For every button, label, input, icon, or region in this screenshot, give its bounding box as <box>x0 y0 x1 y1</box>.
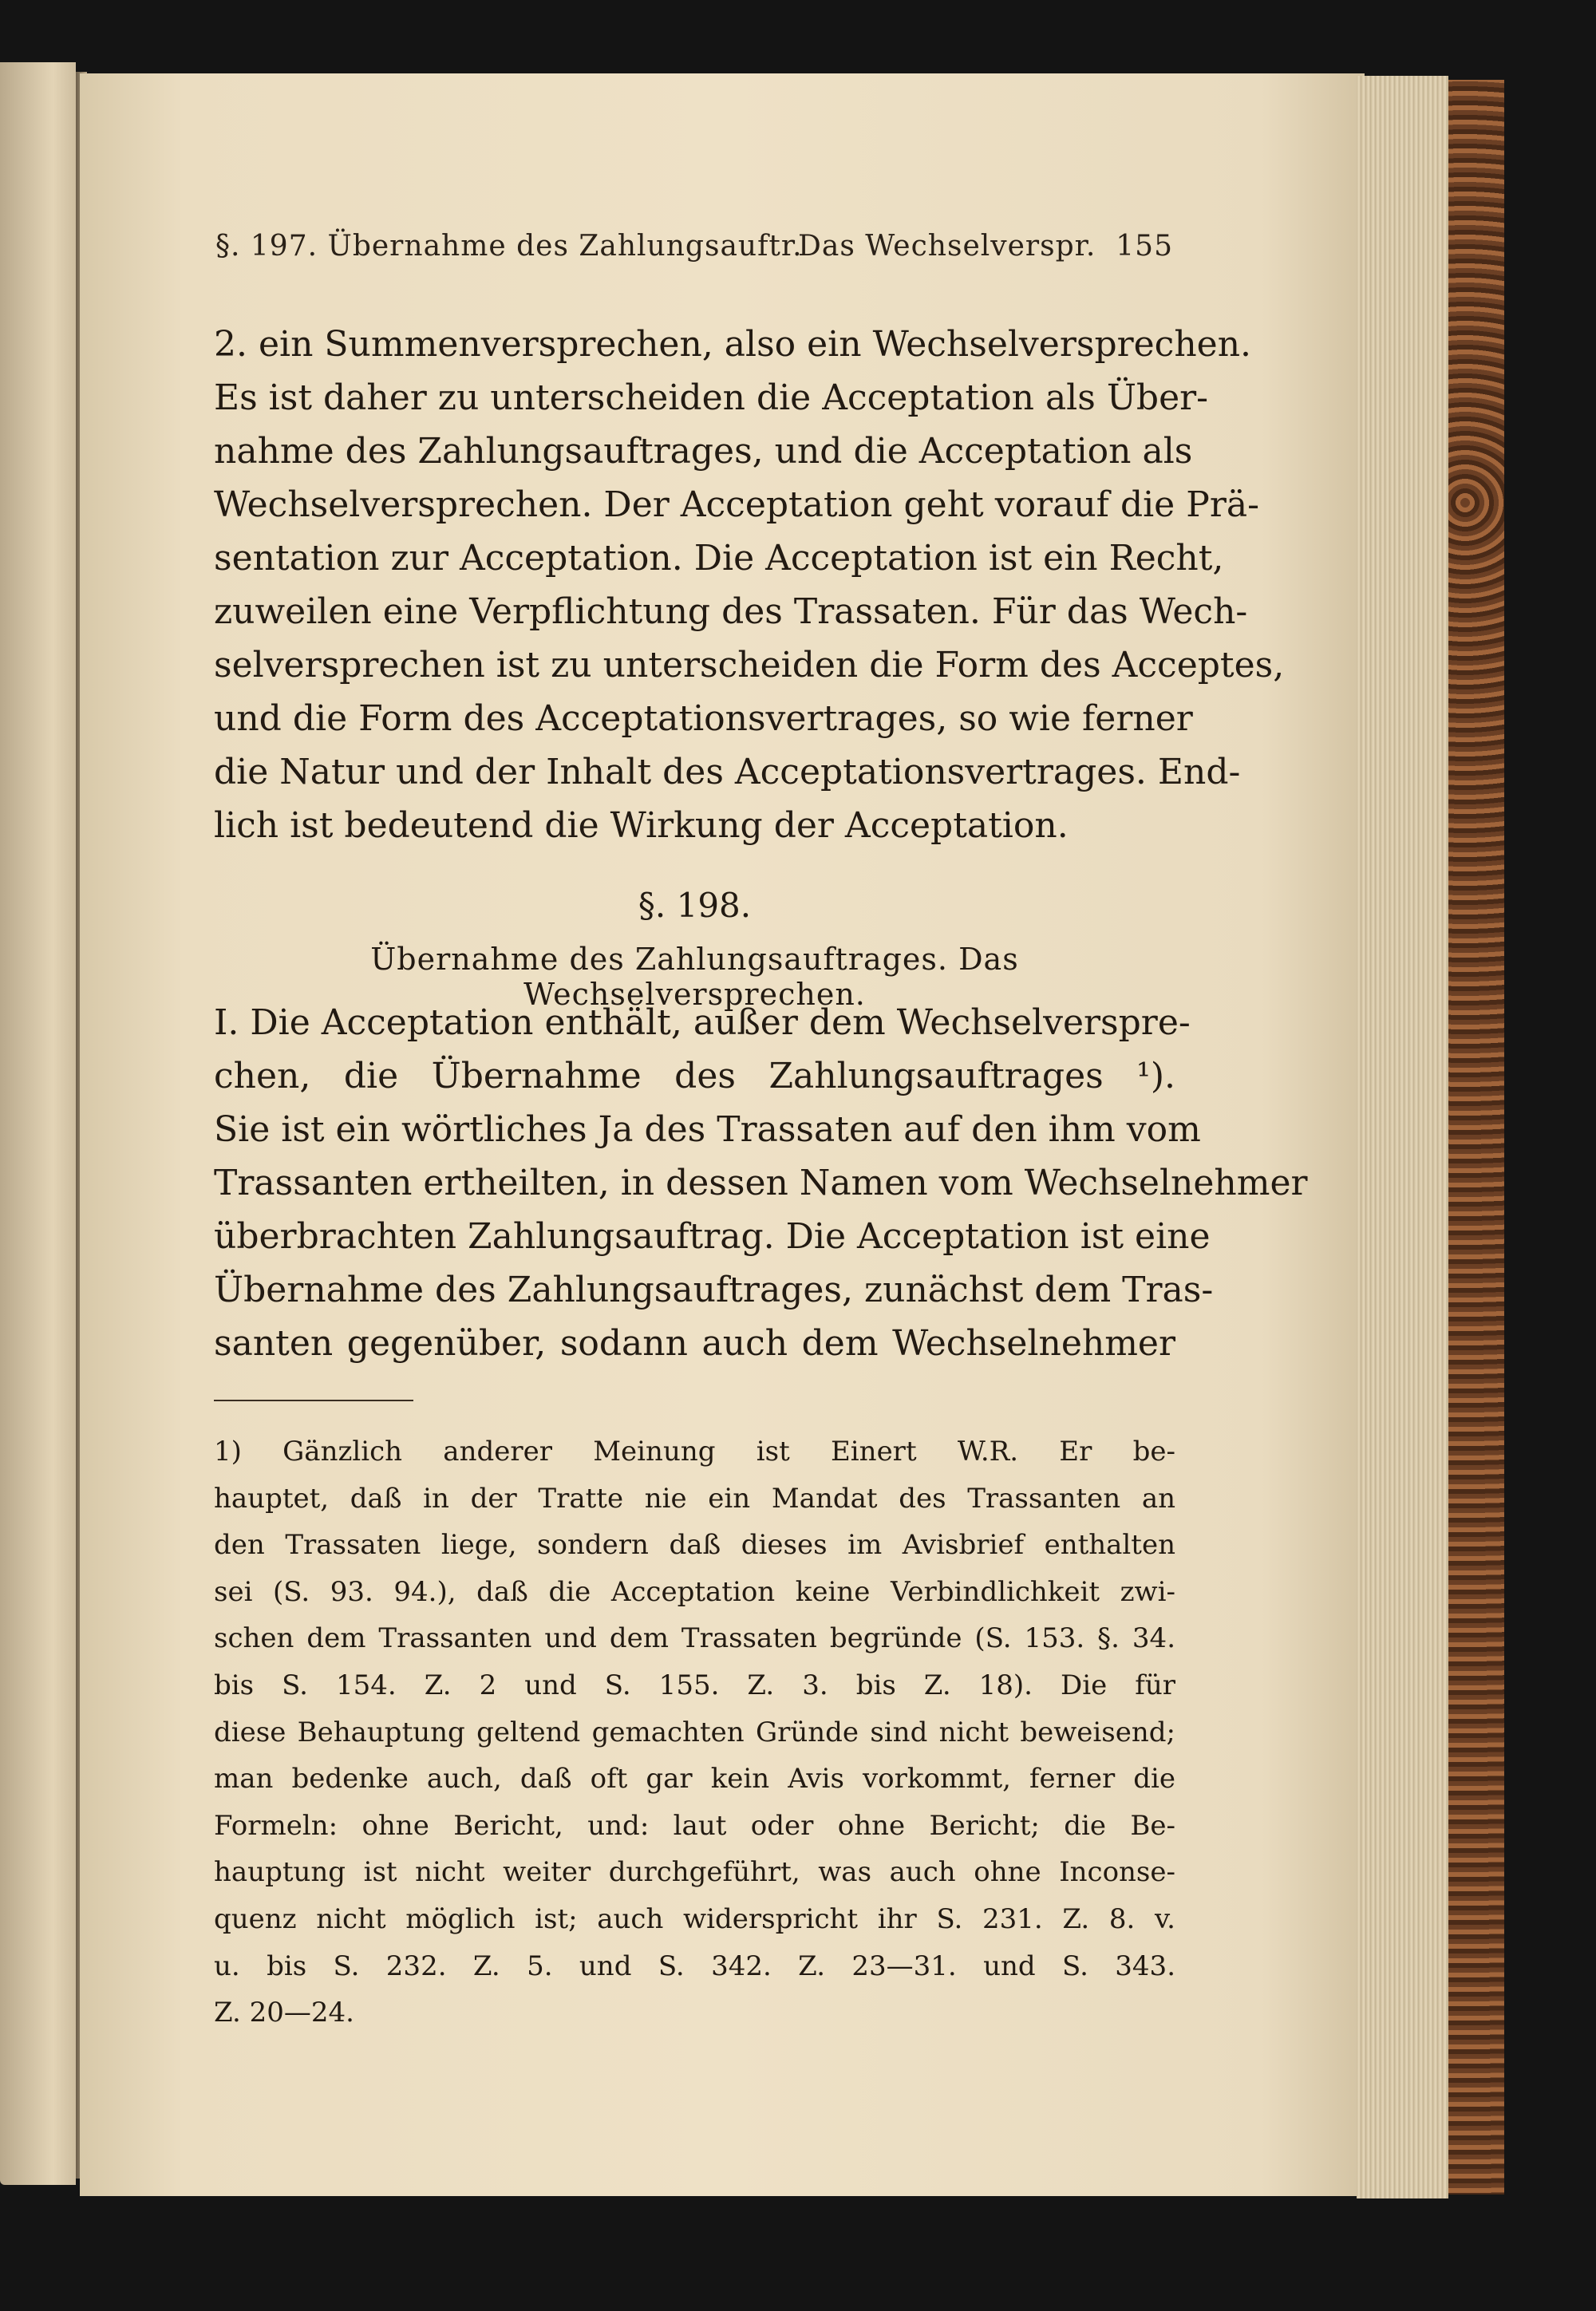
text-line: 2. ein Summenversprechen, also ein Wechselversprechen. <box>214 324 1252 365</box>
text-line: überbrachten Zahlungsauftrag. Die Acceptation ist eine <box>214 1216 1211 1257</box>
text-line: selversprechen ist zu unterscheiden die Form des Acceptes, <box>214 645 1285 685</box>
text-line: Sie ist ein wörtliches Ja des Trassaten auf den ihm vom <box>214 1109 1201 1150</box>
paragraph-continuation <box>214 318 1285 852</box>
footnote-line: man bedenke auch, daß oft gar kein Avis vorkommt, ferner die <box>214 1763 1175 1795</box>
text-line: Trassanten ertheilten, in dessen Namen vom Wechselnehmer <box>214 1163 1308 1203</box>
footnote-line: bis S. 154. Z. 2 und S. 155. Z. 3. bis Z. 18). Die für <box>214 1669 1175 1701</box>
running-head <box>215 230 1173 271</box>
running-head-left: §. 197. Übernahme des Zahlungsauftr. <box>215 230 803 263</box>
footnote-line: schen dem Trassanten und dem Trassaten begründe (S. 153. §. 34. <box>214 1622 1175 1655</box>
footnote-line: den Trassaten liege, sondern daß dieses im Avisbrief enthalten <box>214 1529 1175 1562</box>
footnote-line: Z. 20—24. <box>214 1997 354 2029</box>
footnote-line: sei (S. 93. 94.), daß die Acceptation keine Verbindlichkeit zwi- <box>214 1575 1175 1608</box>
paragraph-section-198 <box>214 996 1308 1370</box>
text-line: die Natur und der Inhalt des Acceptationsvertrages. End- <box>214 752 1241 792</box>
section-number: §. 198. <box>638 886 752 925</box>
page-number: 155 <box>1116 230 1173 263</box>
text-line: Es ist daher zu unterscheiden die Acceptation als Über- <box>214 377 1209 418</box>
text-line: nahme des Zahlungsauftrages, und die Acceptation als <box>214 431 1193 472</box>
text-line: und die Form des Acceptationsvertrages, so wie ferner <box>214 698 1193 739</box>
facing-page-edge <box>0 62 76 2185</box>
text-line: santen gegenüber, sodann auch dem Wechselnehmer <box>214 1323 1175 1364</box>
footnotes <box>214 1428 1175 2036</box>
footnote-line: Formeln: ohne Bericht, und: laut oder ohne Bericht; die Be- <box>214 1809 1175 1842</box>
footnote-rule <box>214 1400 413 1401</box>
text-line: Übernahme des Zahlungsauftrages, zunächst dem Tras- <box>214 1270 1214 1310</box>
footnote-line: u. bis S. 232. Z. 5. und S. 342. Z. 23—31. und S. 343. <box>214 1950 1175 1982</box>
footnote-line: quenz nicht möglich ist; auch widerspricht ihr S. 231. Z. 8. v. <box>214 1902 1175 1935</box>
footnote-line: 1) Gänzlich anderer Meinung ist Einert W.R. Er be- <box>214 1436 1175 1468</box>
section-title: Übernahme des Zahlungsauftrages. Das Wechselversprechen. <box>370 942 1019 1012</box>
text-line: zuweilen eine Verpflichtung des Trassaten. Für das Wech- <box>214 591 1248 632</box>
text-line: lich ist bedeutend die Wirkung der Acceptation. <box>214 805 1069 846</box>
text-line: chen, die Übernahme des Zahlungsauftrages ¹). <box>214 1056 1175 1096</box>
marbled-cover <box>1448 80 1504 2194</box>
text-line: I. Die Acceptation enthält, außer dem Wechselverspre- <box>214 1002 1191 1043</box>
footnote-line: hauptet, daß in der Tratte nie ein Mandat des Trassanten an <box>214 1482 1175 1515</box>
running-head-middle: Das Wechselverspr. <box>798 230 1096 263</box>
footnote-line: hauptung ist nicht weiter durchgeführt, was auch ohne Inconse- <box>214 1856 1175 1889</box>
page-block-edges <box>1357 76 1448 2198</box>
footnote-line: diese Behauptung geltend gemachten Gründe sind nicht beweisend; <box>214 1716 1175 1748</box>
text-line: Wechselversprechen. Der Acceptation geht vorauf die Prä- <box>214 484 1259 525</box>
text-line: sentation zur Acceptation. Die Acceptation ist ein Recht, <box>214 538 1224 579</box>
